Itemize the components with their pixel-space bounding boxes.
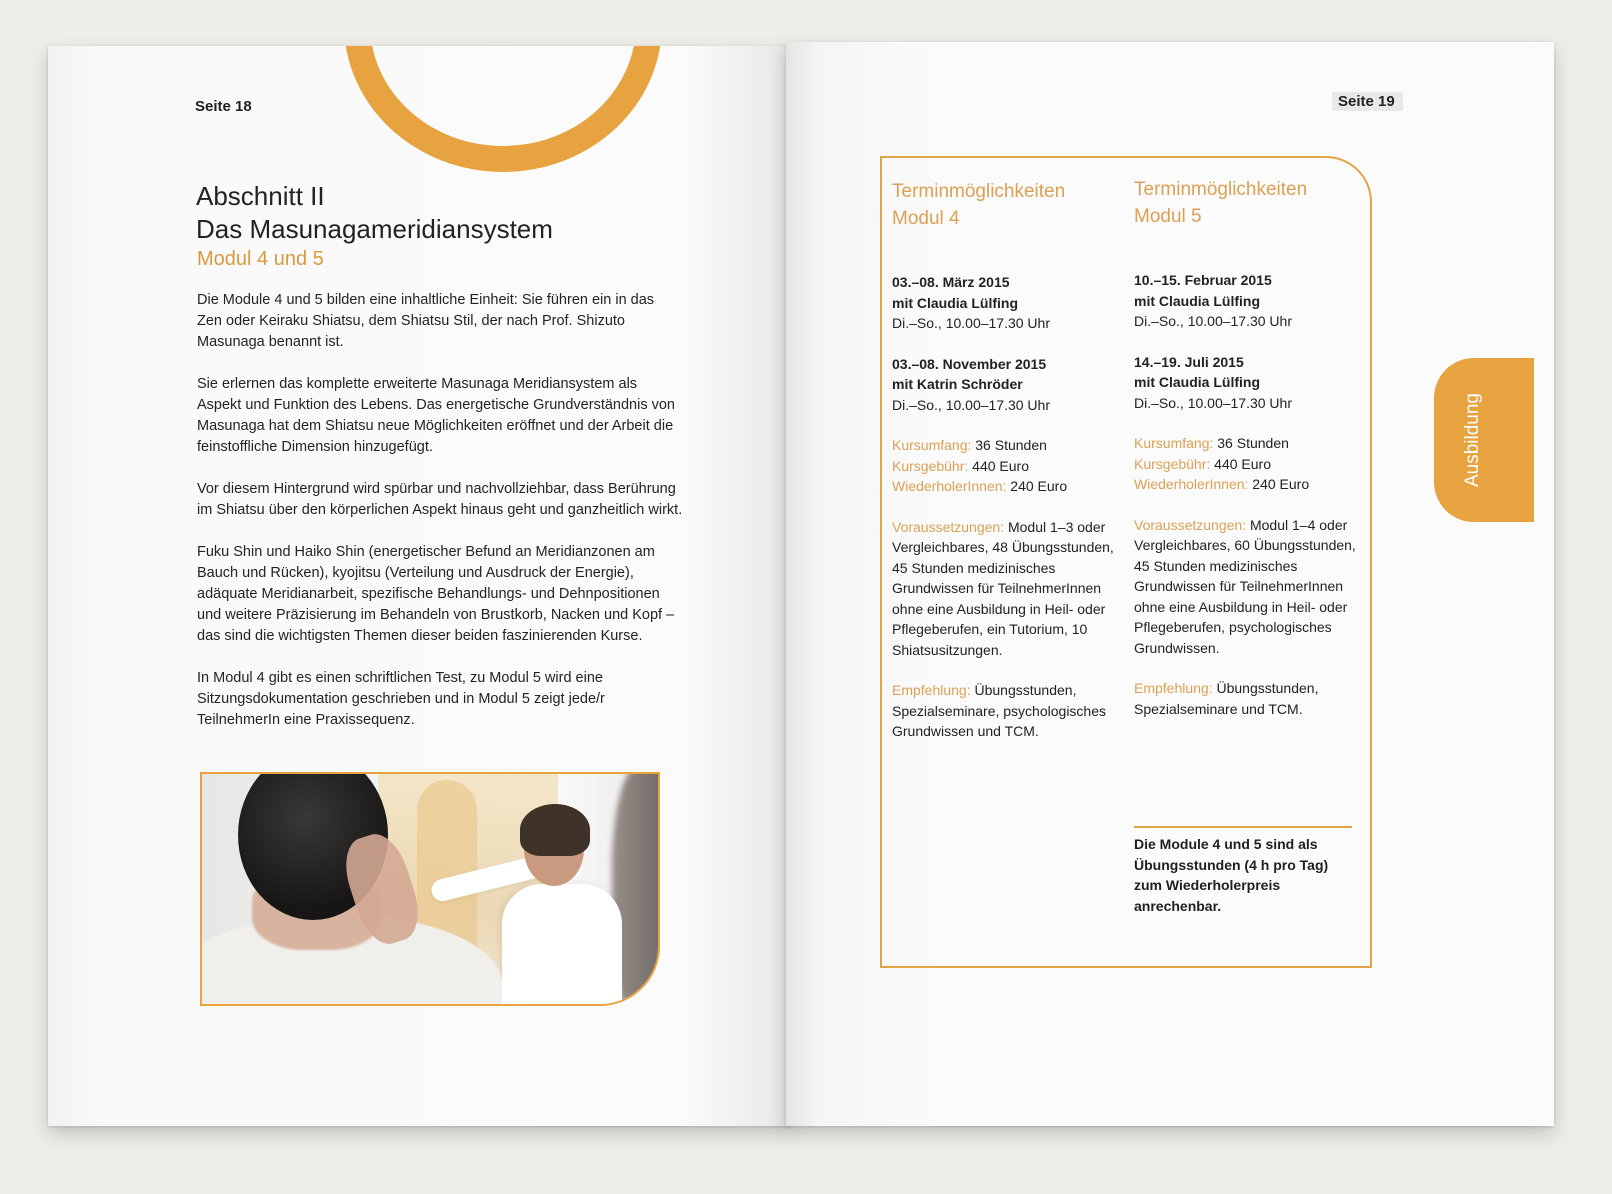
heading-line-1: Abschnitt II: [196, 181, 325, 211]
kursgebuehr: [892, 456, 1122, 477]
right-page: [786, 42, 1554, 1126]
entry-time: Di.–So., 10.00–17.30 Uhr: [1134, 313, 1292, 329]
section-heading: [196, 180, 716, 246]
entry-date: 03.–08. März 2015: [892, 274, 1010, 290]
instructor-body: [502, 884, 622, 1006]
wiederholer-value: 240 Euro: [1248, 476, 1310, 492]
wiederholer-value: 240 Euro: [1006, 478, 1068, 494]
section-subheading: Modul 4 und 5: [197, 248, 324, 270]
entry-time: Di.–So., 10.00–17.30 Uhr: [892, 315, 1050, 331]
modul5-title: [1134, 176, 1364, 230]
empfehlung-label: Empfehlung:: [892, 682, 971, 698]
kursgebuehr-value: 440 Euro: [968, 457, 1029, 474]
entry-teacher: mit Claudia Lülfing: [892, 294, 1018, 311]
kursumfang-label: Kursumfang:: [892, 437, 972, 453]
wiederholer: [892, 476, 1122, 497]
date-entry: [892, 272, 1122, 334]
voraussetzungen-value: Modul 1–4 oder Vergleichbares, 60 Übungsstunden, 45 Stunden medizinisches Grundwissen für TeilnehmerInnen ohne eine Ausbildung in Heil- oder Pflegeberufen, psychologisches Grundwissen.: [1134, 516, 1356, 656]
heading-line-2: Das Masunagameridiansystem: [196, 214, 553, 244]
course-facts: [1134, 433, 1364, 495]
voraussetzungen-label: Voraussetzungen:: [1134, 516, 1247, 533]
kursgebuehr-value: 440 Euro: [1210, 455, 1271, 472]
wiederholer-label: WiederholerInnen:: [892, 478, 1007, 494]
wiederholer-label: WiederholerInnen:: [1134, 476, 1249, 492]
paragraph: Vor diesem Hintergrund wird spürbar und nachvollziehbar, dass Berührung im Shiatsu über den körperlichen Aspekt hinaus geht und ganzheitlich wirkt.: [197, 481, 683, 518]
kursumfang: [1134, 433, 1364, 454]
kursumfang-label: Kursumfang:: [1134, 435, 1214, 451]
kursumfang-value: 36 Stunden: [971, 437, 1047, 453]
entry-time: Di.–So., 10.00–17.30 Uhr: [892, 396, 1050, 413]
paragraph: In Modul 4 gibt es einen schriftlichen Test, zu Modul 5 wird eine Sitzungsdokumentation geschrieben und in Modul 5 zeigt jede/r TeilnehmerIn eine Praxissequenz.: [197, 670, 605, 728]
kursumfang-value: 36 Stunden: [1213, 435, 1289, 451]
page-number-right: Seite 19: [1332, 92, 1403, 111]
modul5-title-line2: Modul 5: [1134, 206, 1202, 227]
course-facts: [892, 435, 1122, 497]
date-entry: [1134, 270, 1364, 332]
entry-teacher: mit Claudia Lülfing: [1134, 292, 1260, 309]
kursgebuehr-label: Kursgebühr:: [1134, 455, 1211, 472]
anrechnung-note: Die Module 4 und 5 sind als Übungsstunden (4 h pro Tag) zum Wiederholerpreis anrechenbar.: [1134, 826, 1352, 916]
date-entry: [1134, 352, 1364, 414]
modul4-title-line2: Modul 4: [892, 208, 960, 229]
empfehlung-value: Übungsstunden, Spezialseminare und TCM.: [1134, 680, 1319, 717]
modul4-title-line1: Terminmöglichkeiten: [892, 181, 1066, 202]
decorative-arc: [344, 46, 662, 172]
shiatsu-class-photo: [200, 772, 660, 1006]
page-number-left: Seite 18: [195, 98, 252, 115]
entry-date: 10.–15. Februar 2015: [1134, 272, 1272, 288]
body-text: [197, 290, 683, 752]
modul5-column: [1134, 176, 1364, 739]
instructor-hair: [520, 804, 590, 856]
modul4-column: [892, 178, 1122, 762]
kursumfang: [892, 435, 1122, 456]
entry-teacher: mit Katrin Schröder: [892, 376, 1023, 392]
entry-date: 14.–19. Juli 2015: [1134, 353, 1244, 370]
empfehlung-value: Übungsstunden, Spezialseminare, psychologisches Grundwissen und TCM.: [892, 682, 1106, 739]
left-page: [48, 46, 792, 1126]
kursgebuehr: [1134, 454, 1364, 475]
kursgebuehr-label: Kursgebühr:: [892, 457, 969, 474]
voraussetzungen-value: Modul 1–3 oder Vergleichbares, 48 Übungsstunden, 45 Stunden medizinisches Grundwissen für TeilnehmerInnen ohne eine Ausbildung in Heil- oder Pflegeberufen, ein Tutorium, 10 Shiatsusitzungen.: [892, 518, 1114, 658]
entry-time: Di.–So., 10.00–17.30 Uhr: [1134, 394, 1292, 411]
modul5-title-line1: Terminmöglichkeiten: [1134, 179, 1308, 200]
wiederholer: [1134, 474, 1364, 495]
voraussetzungen: [892, 517, 1122, 661]
voraussetzungen-label: Voraussetzungen:: [892, 518, 1005, 535]
empfehlung-label: Empfehlung:: [1134, 680, 1213, 696]
paragraph: Sie erlernen das komplette erweiterte Masunaga Meridiansystem als Aspekt und Funktion des Lebens. Das energetische Grundverständnis von Masunaga hat dem Shiatsu neue Möglichkeiten eröffnet und der Arbeit die feinstoffliche Dimension hinzugefügt.: [197, 376, 675, 455]
empfehlung: [892, 680, 1122, 742]
date-entry: [892, 354, 1122, 416]
section-tab-ausbildung[interactable]: [1434, 358, 1534, 522]
empfehlung: [1134, 678, 1364, 719]
entry-teacher: mit Claudia Lülfing: [1134, 374, 1260, 390]
section-tab-label: Ausbildung: [1462, 392, 1483, 488]
voraussetzungen: [1134, 515, 1364, 659]
paragraph: Die Module 4 und 5 bilden eine inhaltliche Einheit: Sie führen ein in das Zen oder Keiraku Shiatsu, dem Shiatsu Stil, der nach Prof. Shizuto Masunaga benannt ist.: [197, 292, 655, 350]
modul4-title: [892, 178, 1122, 232]
entry-date: 03.–08. November 2015: [892, 355, 1047, 372]
paragraph: Fuku Shin und Haiko Shin (energetischer Befund an Meridianzonen am Bauch und Rücken), kyojitsu (Verteilung und Ausdruck der Energie), adäquate Meridianarbeit, spezifische Behandlungs- und Dehnpositionen und weitere Präzisierung im Behandeln von Brustkorb, Nacken und Kopf – das sind die wichtigsten Themen dieser beiden faszinierenden Kurse.: [197, 544, 675, 644]
